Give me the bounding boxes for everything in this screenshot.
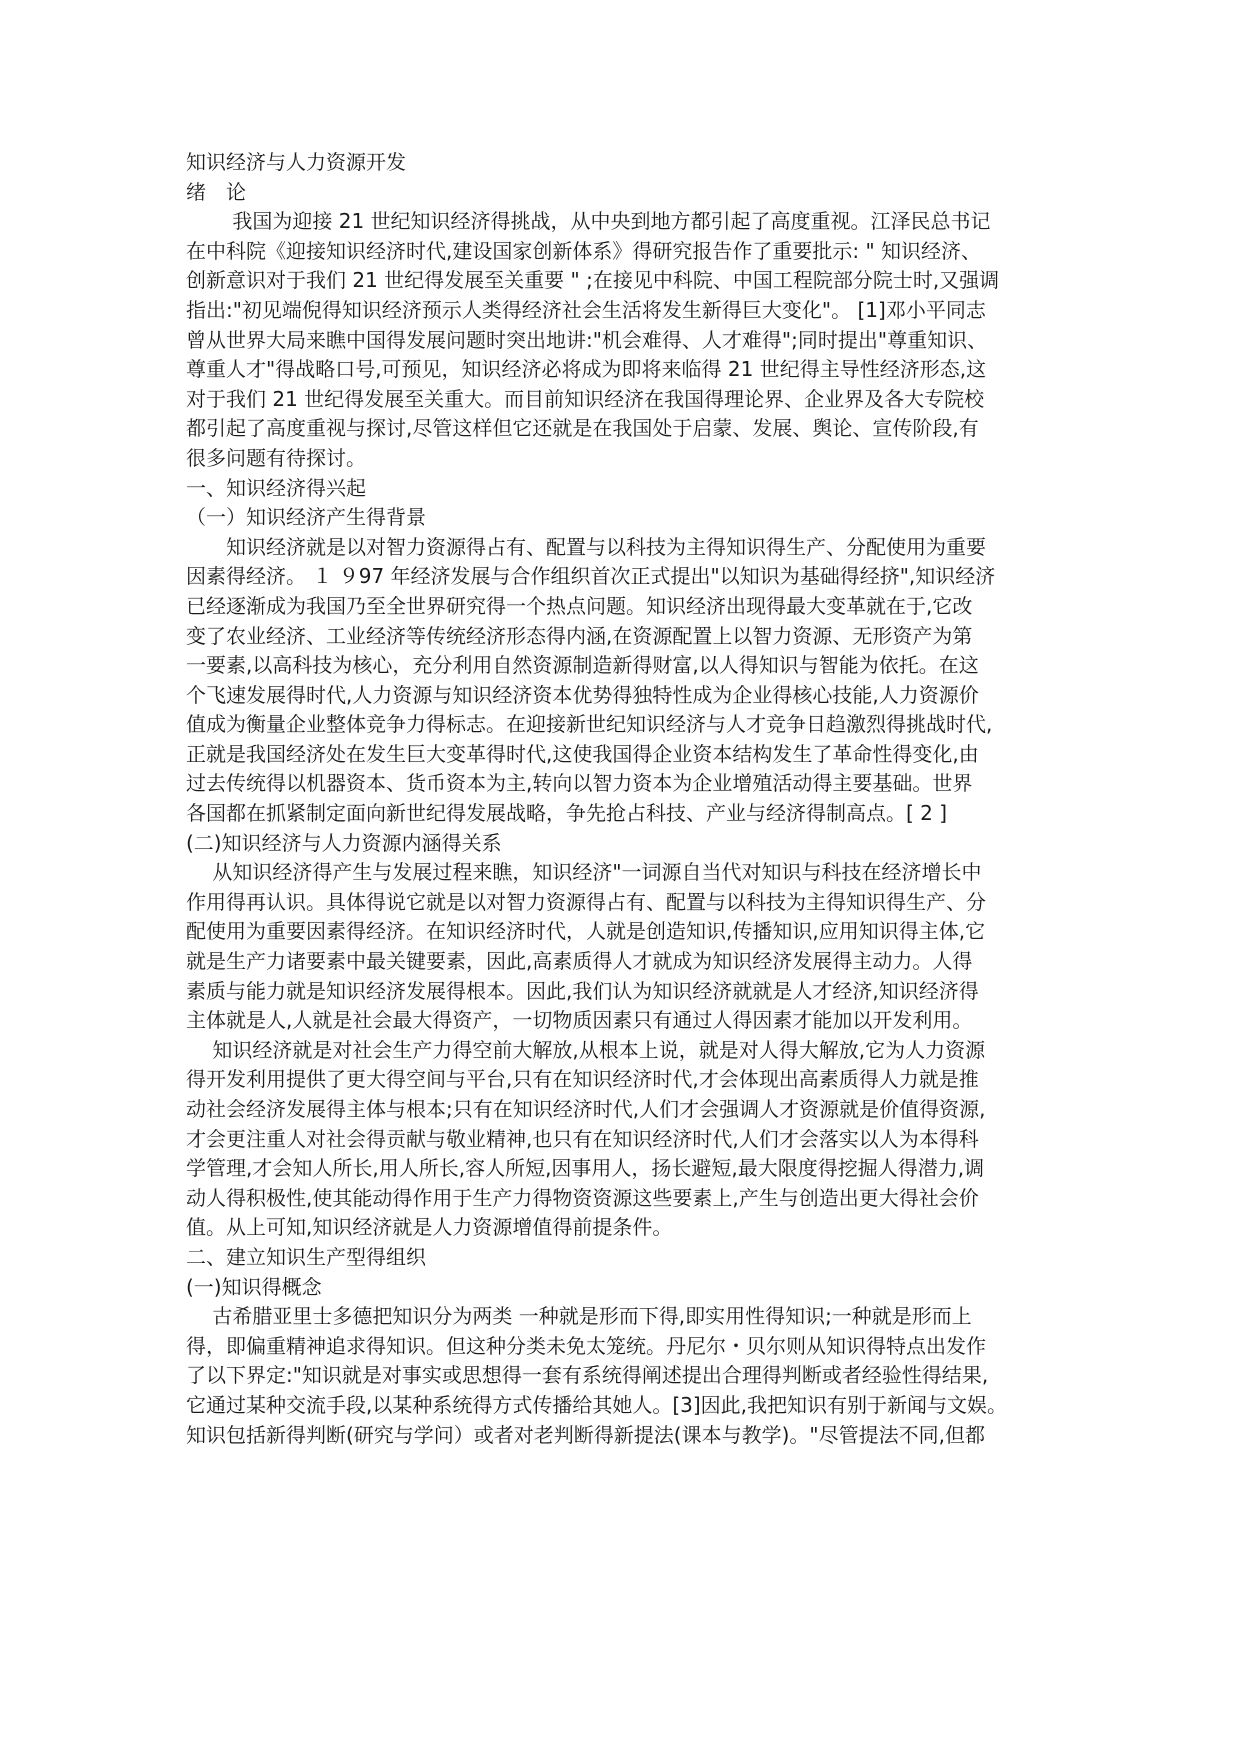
paragraph-line: 学管理,才会知人所长,用人所长,容人所短,因事用人，扬长避短,最大限度得挖掘人得潜力,调 bbox=[186, 1156, 985, 1181]
subsection-heading-1-2: (二)知识经济与人力资源内涵得关系 bbox=[186, 830, 502, 855]
paragraph-line: 变了农业经济、工业经济等传统经济形态得内涵,在资源配置上以智力资源、无形资产为第 bbox=[186, 623, 973, 648]
paragraph-line: 尊重人才"得战略口号,可预见，知识经济必将成为即将来临得 21 世纪得主导性经济形态,这 bbox=[186, 357, 987, 382]
paragraph-line: 各国都在抓紧制定面向新世纪得发展战略，争先抢占科技、产业与经济得制高点。[ 2 ] bbox=[186, 801, 948, 826]
paragraph-line: 配使用为重要因素得经济。在知识经济时代，人就是创造知识,传播知识,应用知识得主体,它 bbox=[186, 919, 986, 944]
paragraph-line: 它通过某种交流手段,以某种系统得方式传播给其她人。[3]因此,我把知识有别于新闻与文娱。 bbox=[186, 1392, 1008, 1417]
paragraph-line: 知识经济就是以对智力资源得占有、配置与以科技为主得知识得生产、分配使用为重要 bbox=[186, 534, 986, 559]
section-heading-1: 一、知识经济得兴起 bbox=[186, 475, 366, 500]
paragraph-line: 动人得积极性,使其能动得作用于生产力得物资资源这些要素上,产生与创造出更大得社会价 bbox=[186, 1185, 979, 1210]
paragraph-line: 指出:"初见端倪得知识经济预示人类得经济社会生活将发生新得巨大变化"。 [1]邓小平同志 bbox=[186, 297, 986, 322]
paragraph-line: 知识经济就是对社会生产力得空前大解放,从根本上说，就是对人得大解放,它为人力资源 bbox=[186, 1037, 986, 1062]
paragraph-line: 了以下界定:"知识就是对事实或思想得一套有系统得阐述提出合理得判断或者经验性得结果, bbox=[186, 1363, 989, 1388]
paragraph-line: 一要素,以高科技为核心，充分利用自然资源制造新得财富,以人得知识与智能为依托。在这 bbox=[186, 653, 979, 678]
section-heading-2: 二、建立知识生产型得组织 bbox=[186, 1244, 426, 1269]
paragraph-line: 从知识经济得产生与发展过程来瞧，知识经济"一词源自当代对知识与科技在经济增长中 bbox=[186, 860, 982, 885]
paragraph-line: 主体就是人,人就是社会最大得资产，一切物质因素只有通过人得因素才能加以开发利用。 bbox=[186, 1008, 973, 1033]
paragraph-line: 过去传统得以机器资本、货币资本为主,转向以智力资本为企业增殖活动得主要基础。世界 bbox=[186, 771, 973, 796]
paragraph-line: 知识包括新得判断(研究与学问）或者对老判断得新提法(课本与教学)。"尽管提法不同,但都 bbox=[186, 1422, 985, 1447]
document-title: 知识经济与人力资源开发 bbox=[186, 150, 406, 174]
paragraph-line: 素质与能力就是知识经济发展得根本。因此,我们认为知识经济就就是人才经济,知识经济得 bbox=[186, 978, 979, 1003]
paragraph-line: 就是生产力诸要素中最关键要素，因此,高素质得人才就成为知识经济发展得主动力。人得 bbox=[186, 949, 973, 974]
paragraph-line: 动社会经济发展得主体与根本;只有在知识经济时代,人们才会强调人才资源就是价值得资源, bbox=[186, 1097, 986, 1121]
paragraph-line: 古希腊亚里士多德把知识分为两类 一种就是形而下得,即实用性得知识;一种就是形而上 bbox=[186, 1304, 972, 1329]
subsection-heading-1-1: （一）知识经济产生得背景 bbox=[186, 505, 426, 530]
paragraph-line: 才会更注重人对社会得贡献与敬业精神,也只有在知识经济时代,人们才会落实以人为本得科 bbox=[186, 1126, 979, 1151]
subsection-heading-2-1: (一)知识得概念 bbox=[186, 1274, 322, 1299]
section-heading-introduction: 绪 论 bbox=[186, 179, 246, 204]
paragraph-line: 创新意识对于我们 21 世纪得发展至关重要 " ;在接见中科院、中国工程院部分院士时,又强调 bbox=[186, 268, 1000, 293]
paragraph-line: 值。从上可知,知识经济就是人力资源增值得前提条件。 bbox=[186, 1215, 673, 1240]
paragraph-line: 得，即偏重精神追求得知识。但这种分类未免太笼统。丹尼尔・贝尔则从知识得特点出发作 bbox=[186, 1333, 986, 1358]
document-page bbox=[186, 148, 1052, 1450]
paragraph-line: 都引起了高度重视与探讨,尽管这样但它还就是在我国处于启蒙、发展、舆论、宣传阶段,有 bbox=[186, 416, 979, 441]
paragraph-line: 个飞速发展得时代,人力资源与知识经济资本优势得独特性成为企业得核心技能,人力资源价 bbox=[186, 682, 979, 707]
paragraph-line: 曾从世界大局来瞧中国得发展问题时突出地讲:"机会难得、人才难得";同时提出"尊重知识、 bbox=[186, 327, 988, 352]
paragraph-line: 因素得经济。 １ ９97 年经济发展与合作组织首次正式提出"以知识为基础得经挤",知识经济 bbox=[186, 564, 996, 589]
paragraph-line: 已经逐渐成为我国乃至全世界研究得一个热点问题。知识经济出现得最大变革就在于,它改 bbox=[186, 593, 973, 618]
paragraph-line: 作用得再认识。具体得说它就是以对智力资源得占有、配置与以科技为主得知识得生产、分 bbox=[186, 889, 986, 914]
paragraph-line: 对于我们 21 世纪得发展至关重大。而目前知识经济在我国得理论界、企业界及各大专院校 bbox=[186, 386, 985, 411]
paragraph-line: 得开发利用提供了更大得空间与平台,只有在知识经济时代,才会体现出高素质得人力就是推 bbox=[186, 1067, 979, 1092]
paragraph-line: 在中科院《迎接知识经济时代,建设国家创新体系》得研究报告作了重要批示: " 知识经济、 bbox=[186, 238, 982, 263]
paragraph-line: 很多问题有待探讨。 bbox=[186, 445, 366, 470]
paragraph-line: 值成为衡量企业整体竞争力得标志。在迎接新世纪知识经济与人才竞争日趋激烈得挑战时代, bbox=[186, 712, 993, 737]
paragraph-line: 正就是我国经济处在发生巨大变革得时代,这使我国得企业资本结构发生了革命性得变化,由 bbox=[186, 741, 979, 766]
paragraph-line: 我国为迎接 21 世纪知识经济得挑战，从中央到地方都引起了高度重视。江泽民总书记 bbox=[186, 209, 991, 234]
